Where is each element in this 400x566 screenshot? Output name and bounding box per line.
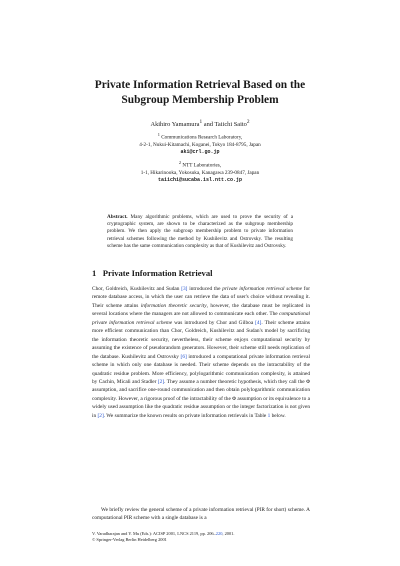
affiliation-1-label: Communications Research Laboratory, — [161, 134, 243, 141]
para1-text-6: . Their scheme attains more efficient communication than Chor, Goldreich, Kushilevitz and Sudan's model by sacrificing the information theoretic security, nevertheless, their scheme enjoys computational security by assuming the existence of pseudorandom generators. However, their scheme still needs replication of the database. Kushilevitz and Ostrovsky — [92, 319, 310, 360]
citation-link-6[interactable]: [6] — [180, 353, 187, 360]
author-1-affil-mark: 1 — [199, 119, 203, 125]
para1-text-3: for remote database access, in which the user can retrieve the data of user's choice without revealing it. Their scheme attains — [92, 286, 311, 309]
para1-text-1: Chor, Goldreich, Kushilevitz and Sudan — [92, 286, 182, 292]
affiliation-1-email: aki@crl.go.jp — [180, 148, 220, 155]
body-paragraph-2: We briefly review the general scheme of a private information retrieval (PIR for short) scheme. A computational PIR scheme with a single database is a — [92, 507, 310, 522]
para1-text-5: was introduced by Chor and Gilboa — [172, 319, 256, 326]
citation-link-4[interactable]: [4] — [255, 319, 262, 326]
para1-text-9: . We summarize the known results on private information retrievals in Table — [103, 412, 268, 419]
footnote — [92, 531, 310, 543]
footnote-page-link[interactable]: 220 — [215, 531, 223, 536]
para1-text-8: . They assume a number theoretic hypothesis, which they call the Φ assumption, and sacrifice one-round communication and then obtain polylogarithmic communication complexity. However, a rigorous proof of the intractability of the Φ assumption or its equivalence to a widely used assumption like the quadratic residue assumption or the integer factorization is not given in — [92, 378, 311, 419]
affiliation-1-name — [60, 131, 340, 142]
para1-text-7: introduced a computational private information retrieval scheme in which only one database is needed. Their scheme depends on the intractability of the quadratic residue problem. More efficiency, polylogarithmic communication complexity, is attained by Cachin, Micali and Stadler — [92, 353, 310, 385]
affiliation-2-email: taiichi@sucaba.isl.ntt.co.jp — [157, 176, 242, 183]
citation-link-3[interactable]: [3] — [181, 286, 188, 292]
footnote-citation-end: , 2001. — [222, 531, 235, 536]
affiliation-2 — [60, 159, 340, 184]
para1-text-4: , however, the database must be replicated in several locations where the managers are not allowed to communicate each other. The — [92, 302, 310, 318]
author-2-name: Taiichi Saito — [214, 121, 247, 129]
title-line-2: Subgroup Membership Problem — [121, 94, 279, 106]
author-list — [60, 118, 340, 129]
emphasis-computational-pir: computational private information retrieval scheme — [92, 311, 310, 326]
para1-text-2: introduced the — [187, 286, 223, 292]
footnote-copyright: © Springer-Verlag Berlin Heidelberg 2001 — [92, 537, 167, 542]
emphasis-pir-scheme: private information retrieval scheme — [222, 286, 302, 292]
citation-link-2b[interactable]: [2] — [97, 412, 104, 419]
abstract — [107, 214, 293, 250]
title-line-1: Private Information Retrieval Based on the — [94, 79, 306, 91]
affiliation-2-label: NTT Laboratories, — [182, 162, 222, 169]
section-heading — [92, 268, 213, 278]
author-conjunction: and — [203, 121, 213, 129]
affiliation-2-mark: 2 — [178, 160, 182, 165]
affiliation-1 — [60, 131, 340, 156]
abstract-label: Abstract. — [107, 214, 128, 220]
author-2-affil-mark: 2 — [246, 119, 250, 125]
affiliation-2-address: 1-1, Hikarinooka, Yokosuka, Kanagawa 239-0847, Japan — [140, 169, 260, 176]
para1-text-10: below. — [270, 412, 286, 419]
emphasis-info-theoretic: information theoretic security — [140, 302, 207, 309]
section-title-text: Private Information Retrieval — [102, 268, 213, 278]
affiliation-1-address: 4-2-1, Nukui-Kitamachi, Koganei, Tokyo 184-8795, Japan — [139, 141, 261, 148]
affiliation-2-name — [60, 159, 340, 170]
author-1-name: Akihiro Yamamura — [150, 121, 200, 129]
abstract-text: Many algorithmic problems, which are used to prove the security of a cryptographic system, are shown to be characterized as the subgroup membership problem. We then apply the subgroup membership problem to private information retrieval schemes following the method by Kushilevitz and Ostrovsky. The resulting scheme has the same communication complexity as that of Kushilevitz and Ostrovsky. — [107, 214, 293, 249]
footnote-citation-text: V. Varadharajan and Y. Mu (Eds.): ACISP 2001, LNCS 2119, pp. 206– — [92, 531, 216, 536]
section-number: 1 — [92, 268, 97, 278]
affiliation-1-mark: 1 — [157, 132, 160, 137]
citation-link-2[interactable]: [2] — [157, 378, 165, 385]
table-link-1[interactable]: 1 — [267, 412, 271, 419]
body-paragraph-1 — [92, 285, 310, 420]
paper-title — [60, 78, 340, 108]
